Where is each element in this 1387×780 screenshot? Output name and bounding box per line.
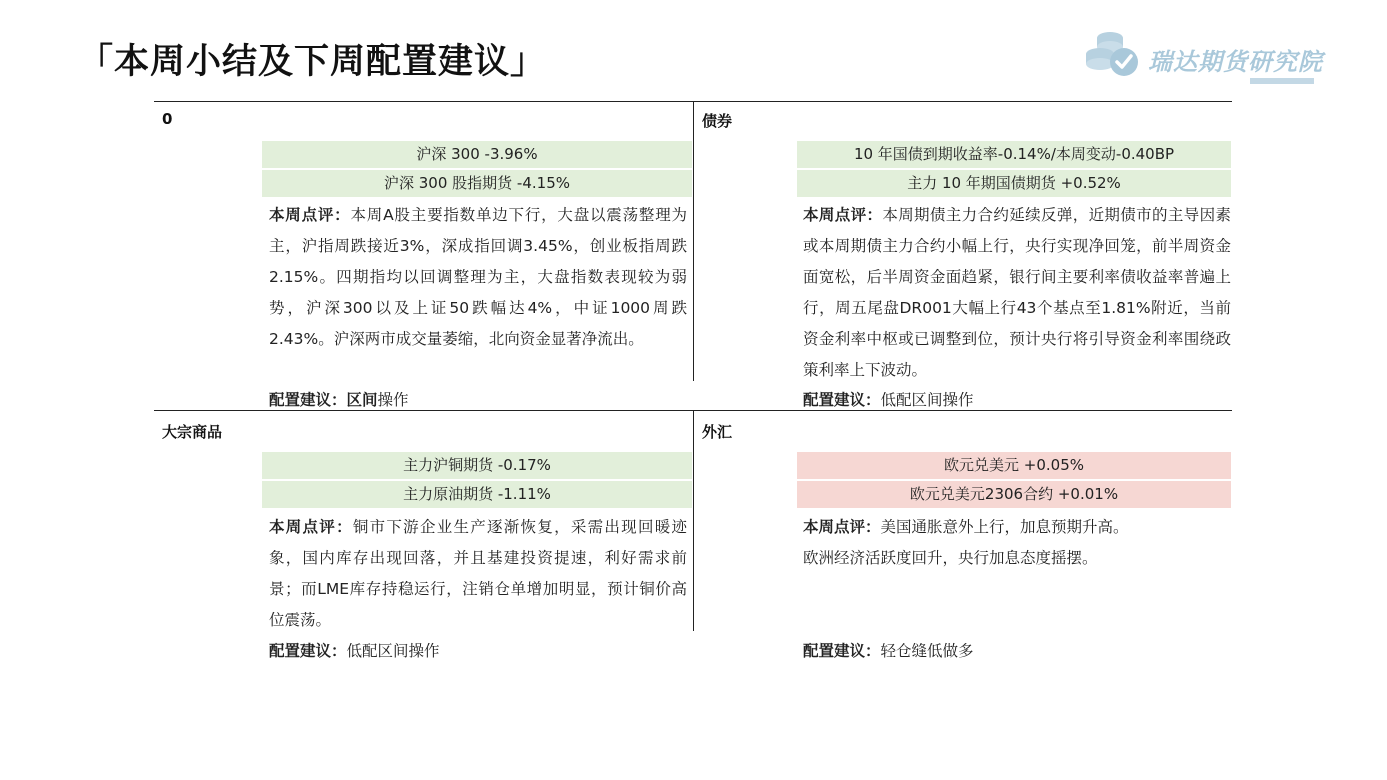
equity-comment: [269, 200, 687, 355]
commodity-comment: [269, 512, 687, 636]
fx-comment: [803, 512, 1231, 574]
commodity-band-oil: 主力原油期货 -1.11%: [262, 481, 692, 508]
bond-band-futures: 主力 10 年期国债期货 +0.52%: [797, 170, 1231, 197]
commodity-advice: [269, 639, 440, 661]
fx-comment-label: 本周点评：: [803, 518, 881, 536]
commodity-comment-text: 铜市下游企业生产逐渐恢复，采需出现回暖迹象，国内库存出现回落，并且基建投资提速，利好需求前景；而LME库存持稳运行，注销仓单增加明显，预计铜价高位震荡。: [269, 518, 687, 629]
equity-band-futures: 沪深 300 股指期货 -4.15%: [262, 170, 692, 197]
commodity-advice-text: 低配区间操作: [346, 642, 440, 660]
commodity-band-copper: 主力沪铜期货 -0.17%: [262, 452, 692, 479]
bond-advice: [803, 388, 974, 410]
company-logo: [1078, 26, 1323, 88]
logo-text: 瑞达期货研究院: [1148, 48, 1323, 76]
equity-advice-label: 配置建议：: [269, 391, 347, 409]
bond-comment-label: 本周点评：: [803, 206, 883, 224]
logo-underline: [1250, 78, 1314, 84]
page-title: 「本周小结及下周配置建议」: [78, 42, 547, 82]
fx-comment-text-2: 欧洲经济活跃度回升，央行加息态度摇摆。: [803, 549, 1098, 567]
bond-band-yield: 10 年国债到期收益率-0.14%/本周变动-0.40BP: [797, 141, 1231, 168]
commodity-advice-label: 配置建议：: [269, 642, 347, 660]
bond-comment-text: 本周期债主力合约延续反弹，近期债市的主导因素或本周期债主力合约小幅上行，央行实现净回笼，前半周资金面宽松，后半周资金面趋紧，银行间主要利率债收益率普遍上行，周五尾盘DR001大幅上行43个基点至1.81%附近，当前资金利率中枢或已调整到位，预计央行将引导资金利率围绕政策利率上下波动。: [803, 206, 1231, 379]
fx-band-spot: 欧元兑美元 +0.05%: [797, 452, 1231, 479]
bond-comment: [803, 200, 1231, 386]
equity-advice: [269, 388, 409, 410]
fx-heading: 外汇: [702, 423, 733, 441]
fx-advice-label: 配置建议：: [803, 642, 881, 660]
fx-advice-text: 轻仓缝低做多: [880, 642, 974, 660]
equity-advice-emphasis: 区间: [346, 391, 378, 409]
equity-heading: 0: [162, 110, 173, 128]
equity-comment-label: 本周点评：: [269, 206, 351, 224]
lower-column-divider: [693, 411, 694, 631]
fx-advice: [803, 639, 974, 661]
fx-band-futures: 欧元兑美元2306合约 +0.01%: [797, 481, 1231, 508]
equity-comment-text: 本周A股主要指数单边下行，大盘以震荡整理为主，沪指周跌接近3%，深成指回调3.45%，创业板指周跌2.15%。四期指均以回调整理为主，大盘指数表现较为弱势，沪深300以及上证50跌幅达4%，中证1000周跌2.43%。沪深两市成交量萎缩，北向资金显著净流出。: [269, 206, 687, 348]
fx-comment-text-1: 美国通胀意外上行，加息预期升高。: [880, 518, 1129, 536]
fx-comment-line-1: [803, 512, 1231, 543]
bond-heading: 债券: [702, 112, 733, 130]
commodity-heading: 大宗商品: [162, 423, 223, 441]
equity-advice-rest: 操作: [377, 391, 409, 409]
commodity-comment-label: 本周点评：: [269, 518, 353, 536]
upper-column-divider: [693, 101, 694, 381]
bond-advice-label: 配置建议：: [803, 391, 881, 409]
coin-stack-icon: [1078, 26, 1148, 86]
bond-advice-text: 低配区间操作: [880, 391, 974, 409]
equity-band-index: 沪深 300 -3.96%: [262, 141, 692, 168]
